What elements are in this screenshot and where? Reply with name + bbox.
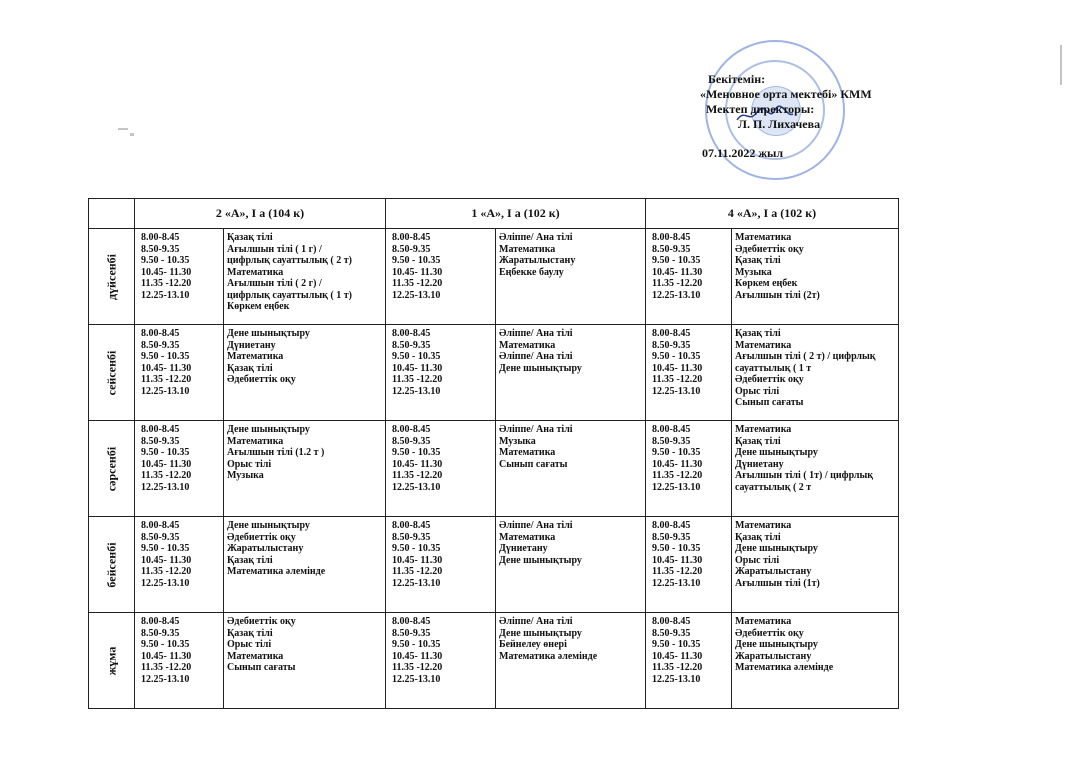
day-name: сейсенбі (103, 350, 118, 395)
lesson-time: 8.50-9.35 (392, 435, 431, 447)
subjects-cell (224, 517, 386, 613)
lesson-time: 8.00-8.45 (392, 616, 431, 627)
subject-name: Әліппе/ Ана тілі (499, 424, 573, 435)
subjects-cell (732, 613, 899, 709)
subject-name: Жаратылыстану (499, 255, 576, 266)
subjects-cell (224, 325, 386, 421)
lesson-time: 12.25-13.10 (652, 673, 701, 685)
subject-name: Музыка (735, 266, 772, 278)
lesson-time: 12.25-13.10 (392, 289, 441, 301)
subject-name: Математика (499, 339, 556, 351)
lesson-time: 11.35 -12.20 (392, 470, 443, 481)
subject-name: Математика (499, 243, 556, 255)
lesson-time: 8.00-8.45 (652, 520, 691, 531)
lesson-time: 8.00-8.45 (141, 520, 180, 531)
lesson-time: 8.50-9.35 (652, 627, 691, 639)
day-name: жұма (103, 646, 118, 675)
day-name-cell (89, 421, 135, 517)
subject-name: Ағылшын тілі ( 1 г) / (227, 243, 322, 255)
lesson-time: 12.25-13.10 (652, 577, 701, 589)
day-row (89, 325, 899, 421)
lesson-time: 8.00-8.45 (652, 328, 691, 339)
day-name: бейсенбі (103, 541, 118, 588)
subject-name: Сынып сағаты (227, 662, 296, 673)
times-cell (386, 325, 496, 421)
day-name: дүйсенбі (103, 253, 118, 300)
lesson-time: 8.00-8.45 (652, 616, 691, 627)
times-cell (135, 517, 224, 613)
lesson-time: 12.25-13.10 (141, 385, 190, 397)
subject-name: Әдебиеттік оқу (735, 374, 804, 385)
lesson-time: 8.50-9.35 (652, 243, 691, 255)
subject-name: Ағылшын тілі (1.2 т ) (227, 447, 325, 458)
lesson-time: 8.50-9.35 (652, 435, 691, 447)
lesson-time: 8.00-8.45 (141, 232, 180, 243)
subject-name: Бейнелеу өнері (499, 639, 567, 650)
subject-name: Математика (735, 339, 792, 351)
subjects-cell (496, 325, 646, 421)
subjects-cell (224, 613, 386, 709)
lesson-time: 10.45- 11.30 (392, 554, 443, 566)
subject-name: Ағылшын тілі ( 2 г) / (227, 278, 322, 289)
subject-name: Әліппе/ Ана тілі (499, 351, 573, 362)
subject-name: Ағылшын тілі ( 2 т) / цифрлық сауаттылық ( 1 т (735, 351, 876, 374)
subject-name: Орыс тілі (735, 554, 780, 566)
subjects-cell (224, 229, 386, 325)
subject-name: Қазақ тілі (735, 435, 781, 447)
subject-name: Дене шынықтыру (735, 447, 818, 458)
subject-name: Жаратылыстану (735, 566, 812, 577)
times-cell (646, 613, 732, 709)
lesson-time: 10.45- 11.30 (141, 554, 192, 566)
subject-name: Дүниетану (735, 458, 784, 470)
class-header-4a: 4 «А», I а (102 к) (646, 199, 899, 229)
subject-name: Әдебиеттік оқу (735, 627, 804, 639)
day-row (89, 229, 899, 325)
subject-name: Еңбекке баулу (499, 266, 564, 278)
subject-name: Орыс тілі (735, 385, 780, 397)
subject-name: Математика (227, 435, 284, 447)
subject-name: Математика (735, 616, 792, 627)
lesson-time: 11.35 -12.20 (392, 662, 443, 673)
subjects-cell (496, 421, 646, 517)
subject-name: цифрлық сауаттылық ( 2 т) (227, 255, 352, 266)
subjects-cell (496, 229, 646, 325)
lesson-time: 11.35 -12.20 (652, 470, 703, 481)
subject-name: Ағылшын тілі (1т) (735, 577, 820, 589)
lesson-time: 11.35 -12.20 (392, 374, 443, 385)
lesson-time: 9.50 - 10.35 (392, 255, 441, 266)
day-row (89, 517, 899, 613)
subject-name: Математика (227, 266, 284, 278)
lesson-time: 11.35 -12.20 (141, 566, 192, 577)
day-name-cell (89, 517, 135, 613)
subject-name: Жаратылыстану (735, 650, 812, 662)
subject-name: Әліппе/ Ана тілі (499, 232, 573, 243)
lesson-time: 10.45- 11.30 (652, 650, 703, 662)
school-name: «Меновное орта мектебі» КММ (700, 87, 872, 101)
times-cell (386, 229, 496, 325)
lesson-time: 8.50-9.35 (652, 339, 691, 351)
timetable (88, 198, 899, 709)
lesson-time: 9.50 - 10.35 (392, 543, 441, 554)
lesson-time: 10.45- 11.30 (141, 650, 192, 662)
lesson-time: 12.25-13.10 (392, 481, 441, 493)
times-cell (646, 325, 732, 421)
lesson-time: 9.50 - 10.35 (141, 543, 190, 554)
lesson-time: 12.25-13.10 (141, 577, 190, 589)
day-name-cell (89, 325, 135, 421)
lesson-time: 11.35 -12.20 (141, 374, 192, 385)
subject-name: Орыс тілі (227, 458, 272, 470)
subject-name: Музыка (499, 435, 536, 447)
lesson-time: 8.50-9.35 (141, 243, 180, 255)
lesson-time: 8.50-9.35 (141, 435, 180, 447)
subject-name: Әліппе/ Ана тілі (499, 616, 573, 627)
subject-name: Әліппе/ Ана тілі (499, 520, 573, 531)
subject-name: Орыс тілі (227, 639, 272, 650)
subject-name: Әдебиеттік оқу (227, 531, 296, 543)
lesson-time: 9.50 - 10.35 (141, 639, 190, 650)
times-cell (135, 325, 224, 421)
subject-name: Әліппе/ Ана тілі (499, 328, 573, 339)
corner-cell (89, 199, 135, 229)
subjects-cell (732, 421, 899, 517)
scan-speck (118, 128, 128, 130)
subject-name: Қазақ тілі (227, 627, 273, 639)
subject-name: Әдебиеттік оқу (227, 374, 296, 385)
subject-name: Математика (227, 351, 284, 362)
subject-name: Дене шынықтыру (499, 362, 582, 374)
times-cell (386, 517, 496, 613)
lesson-time: 12.25-13.10 (141, 673, 190, 685)
timetable-body (89, 229, 899, 709)
subject-name: Дене шынықтыру (227, 520, 310, 531)
lesson-time: 10.45- 11.30 (141, 362, 192, 374)
subject-name: цифрлық сауаттылық ( 1 т) (227, 289, 352, 301)
subject-name: Дүниетану (227, 339, 276, 351)
times-cell (135, 229, 224, 325)
subject-name: Математика әлемінде (227, 566, 326, 577)
subject-name: Көркем еңбек (735, 278, 798, 289)
day-name: сәрсенбі (103, 446, 118, 491)
lesson-time: 12.25-13.10 (652, 481, 701, 493)
lesson-time: 10.45- 11.30 (652, 362, 703, 374)
subject-name: Жаратылыстану (227, 543, 304, 554)
lesson-time: 8.50-9.35 (141, 339, 180, 351)
lesson-time: 10.45- 11.30 (652, 266, 703, 278)
lesson-time: 12.25-13.10 (652, 385, 701, 397)
lesson-time: 11.35 -12.20 (652, 566, 703, 577)
class-header-1a: 1 «А», I а (102 к) (386, 199, 646, 229)
lesson-time: 8.00-8.45 (392, 232, 431, 243)
times-cell (646, 421, 732, 517)
subject-name: Дене шынықтыру (227, 328, 310, 339)
subjects-cell (224, 421, 386, 517)
lesson-time: 11.35 -12.20 (652, 374, 703, 385)
lesson-time: 9.50 - 10.35 (392, 447, 441, 458)
lesson-time: 8.00-8.45 (392, 424, 431, 435)
times-cell (135, 421, 224, 517)
lesson-time: 8.00-8.45 (392, 520, 431, 531)
lesson-time: 12.25-13.10 (141, 481, 190, 493)
lesson-time: 9.50 - 10.35 (141, 255, 190, 266)
day-name-cell (89, 613, 135, 709)
approval-date: 07.11.2022 жыл (702, 146, 784, 160)
subject-name: Дене шынықтыру (499, 627, 582, 639)
subject-name: Ағылшын тілі (2т) (735, 289, 820, 301)
lesson-time: 10.45- 11.30 (141, 266, 192, 278)
lesson-time: 8.50-9.35 (392, 339, 431, 351)
subjects-cell (732, 517, 899, 613)
lesson-time: 10.45- 11.30 (392, 650, 443, 662)
times-cell (386, 613, 496, 709)
subject-name: Музыка (227, 470, 264, 481)
lesson-time: 11.35 -12.20 (141, 470, 192, 481)
subject-name: Математика әлемінде (499, 650, 598, 662)
subject-name: Дене шынықтыру (227, 424, 310, 435)
lesson-time: 10.45- 11.30 (392, 362, 443, 374)
subject-name: Дүниетану (499, 543, 548, 554)
lesson-time: 9.50 - 10.35 (652, 639, 701, 650)
subject-name: Сынып сағаты (499, 458, 568, 470)
lesson-time: 10.45- 11.30 (392, 458, 443, 470)
lesson-time: 11.35 -12.20 (141, 278, 192, 289)
lesson-time: 9.50 - 10.35 (392, 639, 441, 650)
subject-name: Қазақ тілі (227, 362, 273, 374)
lesson-time: 8.00-8.45 (141, 424, 180, 435)
lesson-time: 12.25-13.10 (141, 289, 190, 301)
lesson-time: 9.50 - 10.35 (652, 255, 701, 266)
subject-name: Математика (227, 650, 284, 662)
lesson-time: 9.50 - 10.35 (141, 447, 190, 458)
class-header-2a: 2 «А», I а (104 к) (135, 199, 386, 229)
lesson-time: 8.50-9.35 (652, 531, 691, 543)
subject-name: Әдебиеттік оқу (227, 616, 296, 627)
subject-name: Математика (499, 447, 556, 458)
lesson-time: 9.50 - 10.35 (652, 351, 701, 362)
subject-name: Әдебиеттік оқу (735, 243, 804, 255)
day-row (89, 421, 899, 517)
lesson-time: 10.45- 11.30 (392, 266, 443, 278)
times-cell (386, 421, 496, 517)
lesson-time: 12.25-13.10 (392, 385, 441, 397)
subject-name: Математика (735, 424, 792, 435)
lesson-time: 11.35 -12.20 (652, 278, 703, 289)
subject-name: Қазақ тілі (735, 255, 781, 266)
times-cell (135, 613, 224, 709)
director-title: Мектеп директоры: (706, 102, 815, 116)
lesson-time: 8.00-8.45 (141, 328, 180, 339)
subject-name: Математика (735, 520, 792, 531)
lesson-time: 10.45- 11.30 (652, 554, 703, 566)
approval-block (700, 72, 1000, 161)
subjects-cell (496, 613, 646, 709)
scan-edge-mark (1060, 45, 1062, 85)
subject-name: Математика әлемінде (735, 662, 834, 673)
subject-name: Қазақ тілі (227, 554, 273, 566)
subject-name: Дене шынықтыру (499, 554, 582, 566)
lesson-time: 8.50-9.35 (141, 627, 180, 639)
lesson-time: 11.35 -12.20 (141, 662, 192, 673)
lesson-time: 12.25-13.10 (392, 577, 441, 589)
lesson-time: 10.45- 11.30 (141, 458, 192, 470)
day-row (89, 613, 899, 709)
subject-name: Қазақ тілі (227, 232, 273, 243)
subject-name: Көркем еңбек (227, 301, 290, 312)
lesson-time: 11.35 -12.20 (652, 662, 703, 673)
subjects-cell (496, 517, 646, 613)
approval-heading: Бекітемін: (708, 72, 766, 86)
times-cell (646, 229, 732, 325)
subject-name: Ағылшын тілі ( 1т) / цифрлық сауаттылық ( 2 т (735, 470, 874, 493)
times-cell (646, 517, 732, 613)
lesson-time: 12.25-13.10 (392, 673, 441, 685)
lesson-time: 9.50 - 10.35 (652, 447, 701, 458)
subjects-cell (732, 325, 899, 421)
day-name-cell (89, 229, 135, 325)
lesson-time: 8.50-9.35 (141, 531, 180, 543)
subject-name: Дене шынықтыру (735, 543, 818, 554)
lesson-time: 8.00-8.45 (652, 424, 691, 435)
lesson-time: 12.25-13.10 (652, 289, 701, 301)
lesson-time: 8.00-8.45 (141, 616, 180, 627)
subject-name: Сынып сағаты (735, 397, 804, 408)
subject-name: Қазақ тілі (735, 531, 781, 543)
director-name: Л. П. Лихачева (738, 117, 821, 131)
lesson-time: 10.45- 11.30 (652, 458, 703, 470)
scan-speck (130, 133, 134, 136)
lesson-time: 11.35 -12.20 (392, 278, 443, 289)
lesson-time: 8.50-9.35 (392, 627, 431, 639)
lesson-time: 8.50-9.35 (392, 243, 431, 255)
lesson-time: 9.50 - 10.35 (141, 351, 190, 362)
subject-name: Қазақ тілі (735, 328, 781, 339)
lesson-time: 9.50 - 10.35 (392, 351, 441, 362)
lesson-time: 11.35 -12.20 (392, 566, 443, 577)
lesson-time: 8.00-8.45 (652, 232, 691, 243)
lesson-time: 9.50 - 10.35 (652, 543, 701, 554)
subject-name: Математика (735, 232, 792, 243)
subject-name: Дене шынықтыру (735, 639, 818, 650)
lesson-time: 8.50-9.35 (392, 531, 431, 543)
lesson-time: 8.00-8.45 (392, 328, 431, 339)
subject-name: Математика (499, 531, 556, 543)
subjects-cell (732, 229, 899, 325)
